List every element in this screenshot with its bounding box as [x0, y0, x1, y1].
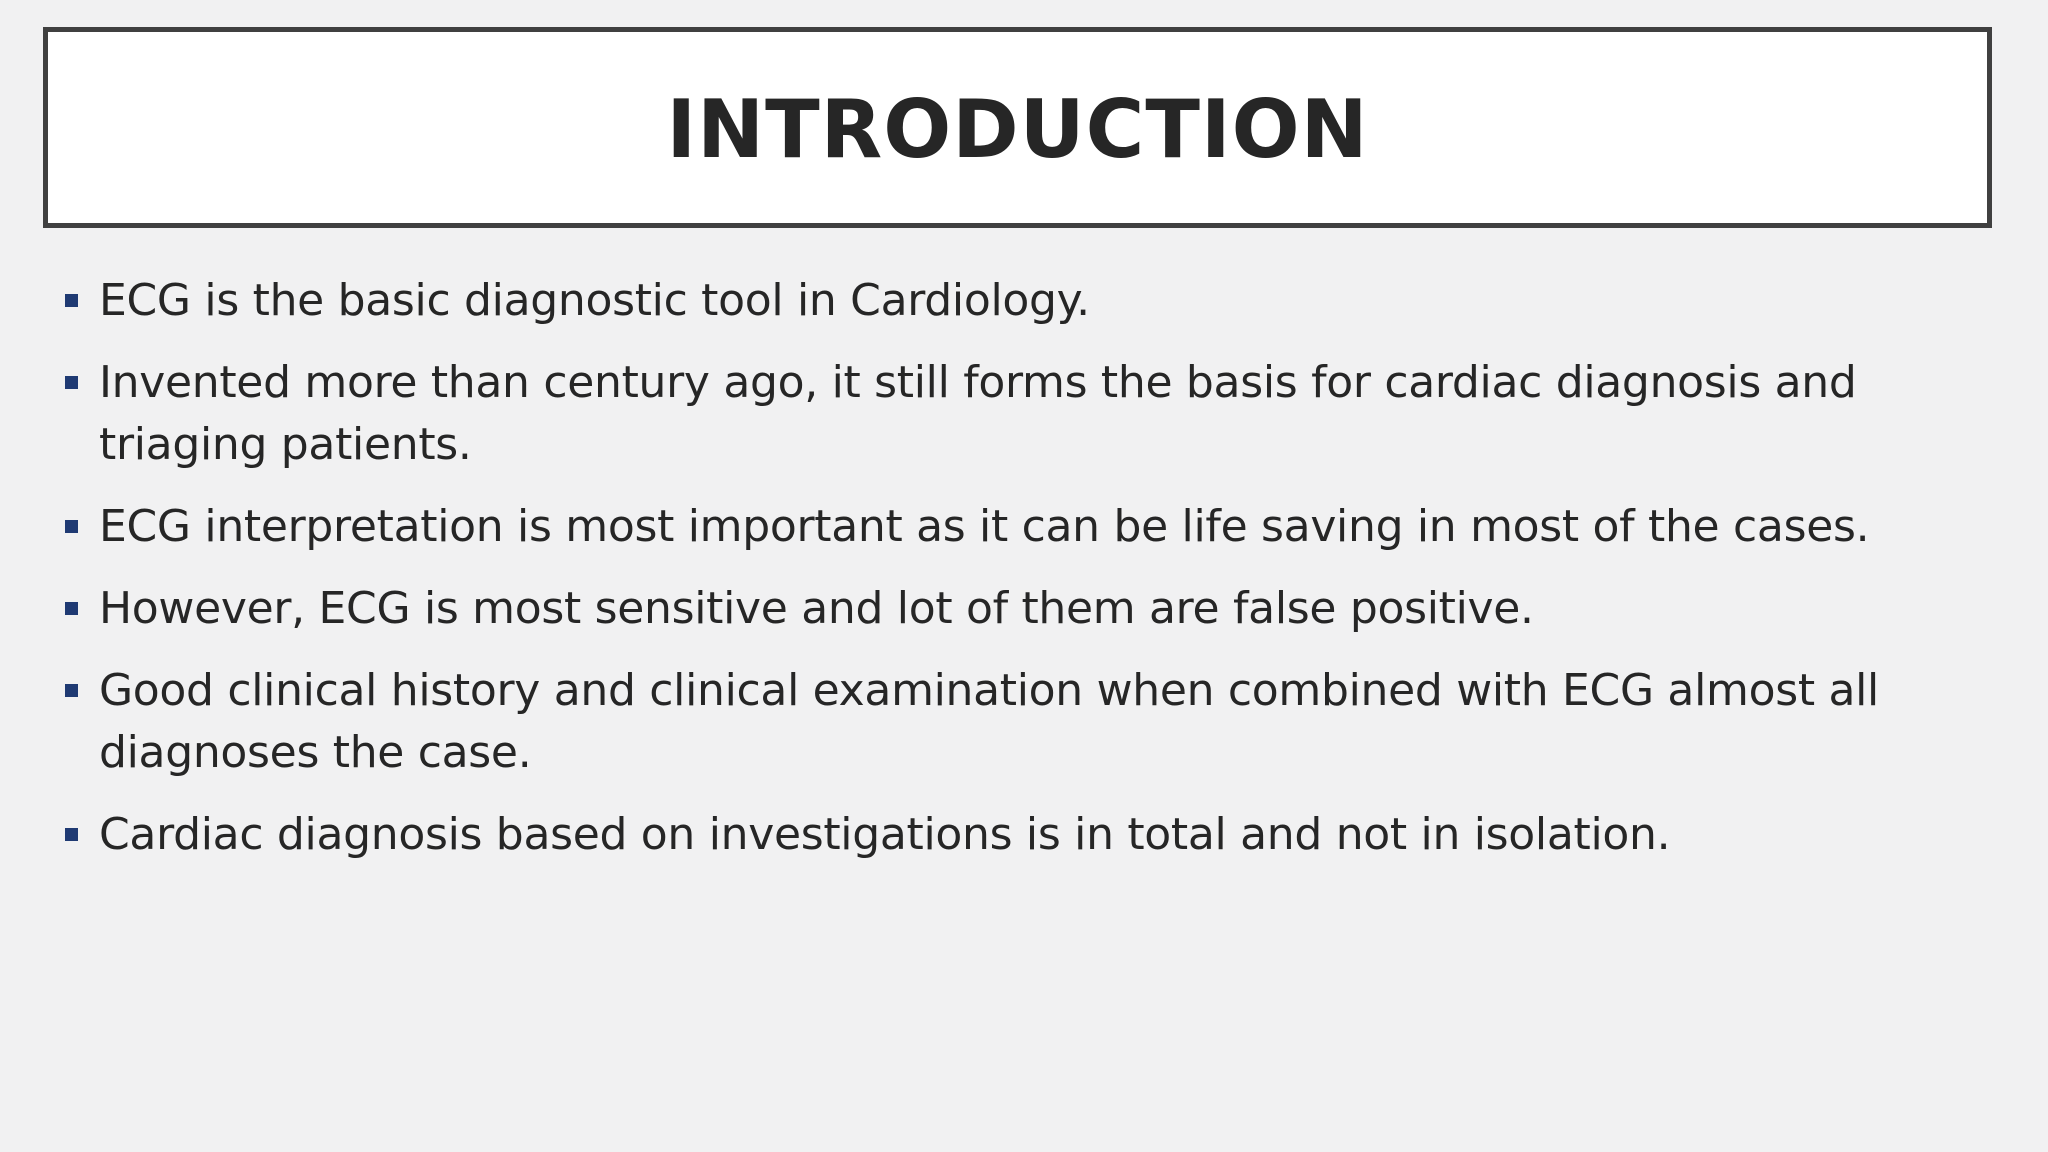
- square-bullet-icon: [65, 376, 78, 389]
- bullet-text: However, ECG is most sensitive and lot of them are false positive.: [99, 583, 1534, 634]
- bullet-item: [60, 352, 1970, 476]
- bullet-item: [60, 660, 1970, 784]
- title-box: [43, 27, 1992, 228]
- bullet-item: [60, 496, 1970, 558]
- square-bullet-icon: [65, 828, 78, 841]
- bullet-text: Cardiac diagnosis based on investigations is in total and not in isolation.: [99, 809, 1671, 860]
- bullet-text: ECG interpretation is most important as it can be life saving in most of the cases.: [99, 501, 1870, 552]
- bullet-item: [60, 578, 1970, 640]
- bullet-text: Good clinical history and clinical examination when combined with ECG almost all diagnoses the case.: [99, 665, 1879, 778]
- square-bullet-icon: [65, 294, 78, 307]
- square-bullet-icon: [65, 520, 78, 533]
- square-bullet-icon: [65, 684, 78, 697]
- bullet-item: [60, 804, 1970, 866]
- bullet-item: [60, 270, 1970, 332]
- bullet-list: [60, 270, 1970, 886]
- slide-title: INTRODUCTION: [666, 83, 1369, 176]
- square-bullet-icon: [65, 602, 78, 615]
- bullet-text: ECG is the basic diagnostic tool in Cardiology.: [99, 275, 1090, 326]
- bullet-text: Invented more than century ago, it still forms the basis for cardiac diagnosis and triaging patients.: [99, 357, 1857, 470]
